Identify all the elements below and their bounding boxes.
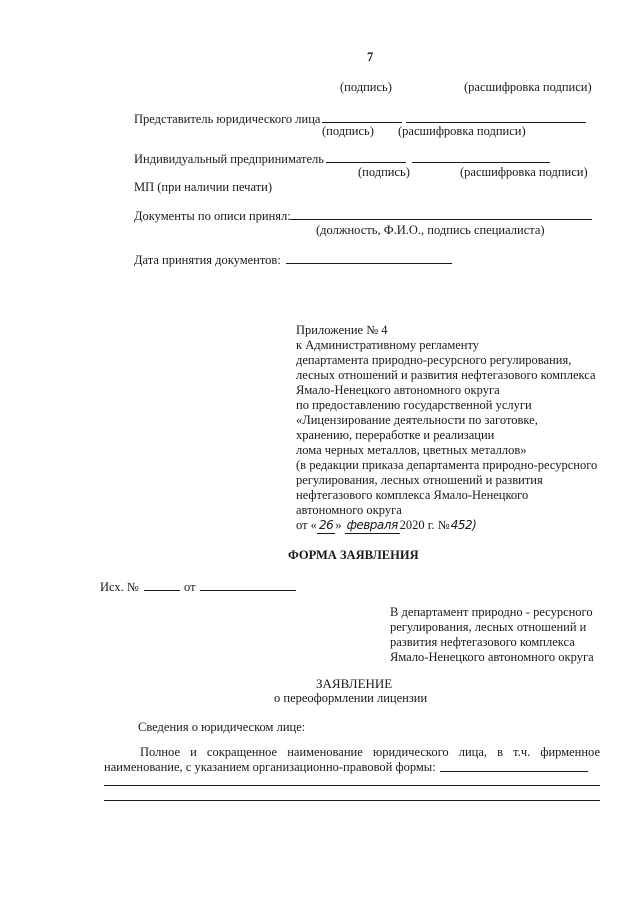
appendix-date-month-handwritten: февраля [346,518,398,532]
appendix-date-year: 2020 г. [399,518,435,532]
individual-entrepreneur-signature-line [326,162,406,163]
name-field-line2: наименование, с указанием организационно-правовой формы: [104,760,436,774]
appendix-line: к Административному регламенту [296,338,480,352]
appendix-number-sign: № [437,518,450,532]
appendix-line: (в редакции приказа департамента природно-ресурсного [296,458,598,472]
outgoing-date-line [200,590,296,591]
appendix-date-day-handwritten: 26 [318,518,334,532]
legal-entity-info-label: Сведения о юридическом лице: [138,720,306,734]
appendix-line: лесных отношений и развития нефтегазового комплекса [296,368,596,382]
appendix-line: лома черных металлов, цветных металлов» [296,443,527,457]
acceptance-date-line [286,263,452,264]
legal-representative-decoding-caption: (расшифровка подписи) [398,124,526,138]
appendix-line: хранению, переработке и реализации [296,428,495,442]
name-field-inline-line[interactable] [440,771,588,772]
individual-entrepreneur-decoding-line [412,162,550,163]
documents-received-label: Документы по описи принял: [134,209,291,223]
individual-entrepreneur-signature-caption: (подпись) [358,165,410,179]
addressee-line: В департамент природно - ресурсного [390,605,593,619]
appendix-block [296,323,597,534]
form-title: ФОРМА ЗАЯВЛЕНИЯ [288,548,419,562]
legal-representative-signature-caption: (подпись) [322,124,374,138]
outgoing-number-line [144,590,180,591]
statement-subtitle: о переоформлении лицензии [274,691,428,705]
addressee-line: развития нефтегазового комплекса [390,635,575,649]
page-number: 7 [367,50,374,64]
acceptance-date-label: Дата принятия документов: [134,253,281,267]
appendix-line: «Лицензирование деятельности по заготовке, [296,413,538,427]
legal-representative-signature-line [322,122,402,123]
appendix-date-line [296,518,597,534]
appendix-line: департамента природно-ресурсного регулирования, [296,353,572,367]
name-field-line1: Полное и сокращенное наименование юридического лица, в т.ч. фирменное [140,745,600,759]
addressee-line: Ямало-Ненецкого автономного округа [390,650,594,664]
appendix-line: Приложение № 4 [296,323,388,337]
appendix-line: нефтегазового комплекса Ямало-Ненецкого [296,488,529,502]
appendix-line: регулирования, лесных отношений и развития [296,473,543,487]
outgoing-number-label: Исх. № [100,580,139,594]
individual-entrepreneur-label: Индивидуальный предприниматель [134,152,324,166]
outgoing-from-label: от [184,580,196,594]
appendix-line: автономного округа [296,503,402,517]
appendix-date-prefix: от « [296,518,317,532]
addressee-block [390,605,594,665]
appendix-line: по предоставлению государственной услуги [296,398,532,412]
legal-representative-label: Представитель юридического лица [134,112,321,126]
statement-title: ЗАЯВЛЕНИЕ [316,676,393,691]
documents-received-line [290,219,592,220]
stamp-note: МП (при наличии печати) [134,180,273,194]
legal-representative-decoding-line [406,122,586,123]
signature-decoding-caption: (расшифровка подписи) [464,80,592,94]
signature-caption: (подпись) [340,80,392,94]
documents-received-caption: (должность, Ф.И.О., подпись специалиста) [316,223,545,237]
name-field-line[interactable] [104,800,600,801]
appendix-number-handwritten: 452) [450,518,477,532]
appendix-date-mid: » [335,518,342,532]
addressee-line: регулирования, лесных отношений и [390,620,587,634]
name-field-line[interactable] [104,785,600,786]
individual-entrepreneur-decoding-caption: (расшифровка подписи) [460,165,588,179]
appendix-line: Ямало-Ненецкого автономного округа [296,383,500,397]
